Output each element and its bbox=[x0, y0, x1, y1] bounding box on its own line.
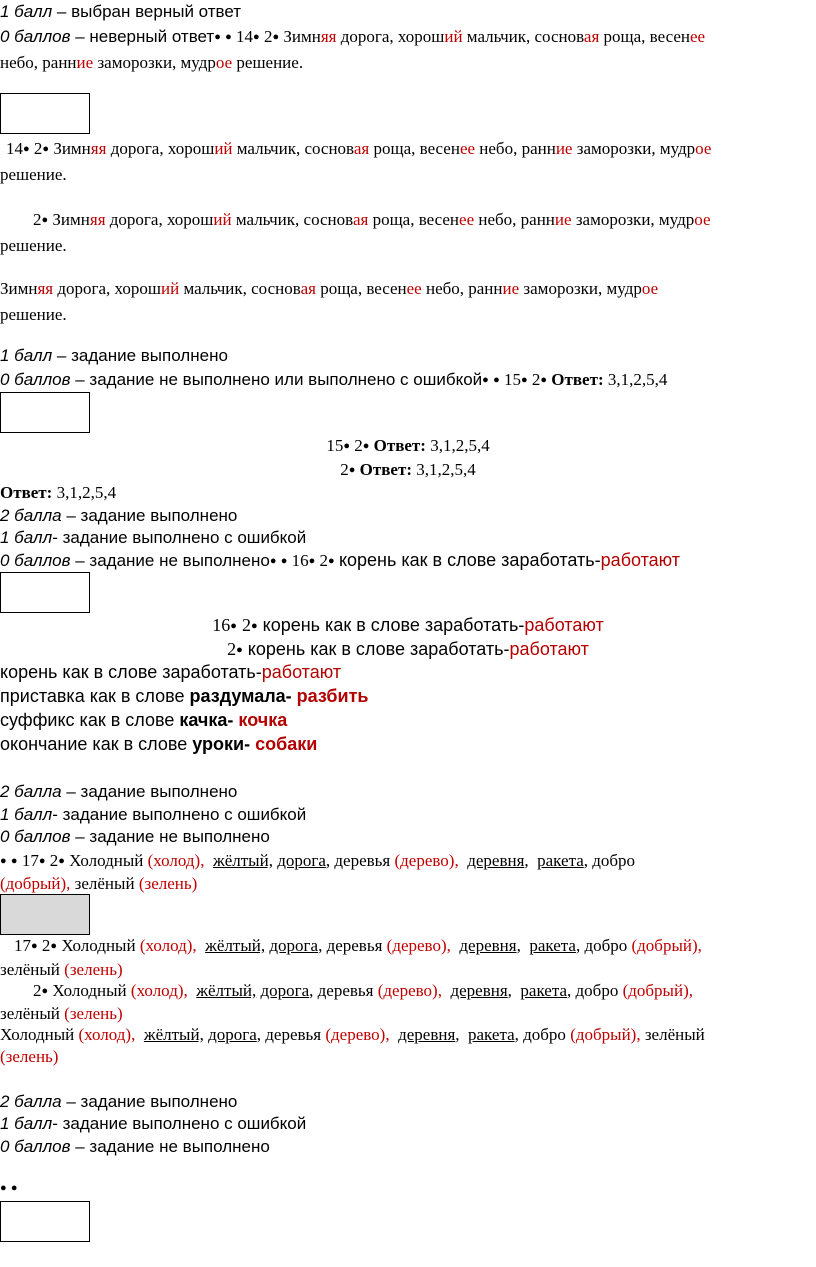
criteria-line bbox=[0, 2, 241, 22]
answer-box[interactable] bbox=[0, 392, 90, 433]
bullet-icon: ● bbox=[493, 374, 500, 386]
answer-line: 2● Холодный (холод), жёлтый, дорога, деревья (дерево), деревня, ракета, добро (добрый), bbox=[33, 981, 693, 1000]
answer-box[interactable] bbox=[0, 572, 90, 613]
criteria-line: 2 балла – задание выполнено bbox=[0, 506, 238, 525]
answer-line: решение. bbox=[0, 305, 67, 324]
answer-line: 15● 2● Ответ: 3,1,2,5,4 bbox=[326, 436, 490, 455]
bullet-line bbox=[0, 1178, 18, 1198]
bullet-icon: ● bbox=[520, 374, 528, 386]
criteria-line: 1 балл- задание выполнено с ошибкой bbox=[0, 805, 307, 824]
bullet-icon: ● bbox=[362, 440, 370, 452]
bullet-icon: ● bbox=[343, 440, 350, 452]
criteria-line: 2 балла – задание выполнено bbox=[0, 1092, 238, 1111]
bullet-icon: ● bbox=[214, 31, 221, 43]
answer-line: 17● 2● Холодный (холод), жёлтый, дорога, деревья (дерево), деревня, ракета, добро (добрый), bbox=[14, 936, 702, 955]
answer-line: зелёный (зелень) bbox=[0, 1004, 123, 1023]
criteria-line: 0 баллов – задание не выполнено bbox=[0, 1137, 270, 1156]
bullet-icon: ● bbox=[253, 31, 260, 43]
answer-line: (зелень) bbox=[0, 1047, 59, 1066]
bullet-icon: ● bbox=[236, 644, 243, 656]
answer-line: 2● Зимняя дорога, хороший мальчик, сосновая роща, весенее небо, ранние заморозки, мудрое bbox=[33, 210, 711, 229]
criteria-line: 0 баллов – неверный ответ● ● 14● 2● Зимняя дорога, хороший мальчик, сосновая роща, весенее bbox=[0, 27, 706, 46]
answer-line: Зимняя дорога, хороший мальчик, сосновая роща, весенее небо, ранние заморозки, мудрое bbox=[0, 279, 659, 298]
answer-line: (добрый), зелёный (зелень) bbox=[0, 874, 198, 893]
answer-line: решение. bbox=[0, 165, 67, 184]
answer-box[interactable] bbox=[0, 1201, 90, 1242]
task-variant: 2 bbox=[263, 27, 273, 46]
bullet-icon: ● bbox=[250, 620, 258, 632]
bullet-icon: ● bbox=[0, 1182, 7, 1194]
answer-line: решение. bbox=[0, 236, 67, 255]
bullet-icon: ● bbox=[272, 31, 280, 43]
bullet-icon: ● bbox=[41, 985, 49, 997]
bullet-icon: ● bbox=[328, 555, 335, 567]
bullet-icon: ● bbox=[280, 555, 288, 567]
answer-line: 14● 2● Зимняя дорога, хороший мальчик, сосновая роща, весенее небо, ранние заморозки, мудрое bbox=[6, 139, 712, 158]
criteria-line: 0 баллов – задание не выполнено bbox=[0, 827, 270, 846]
answer-line: зелёный (зелень) bbox=[0, 960, 123, 979]
morpheme-row: корень как в слове заработать-работают bbox=[0, 662, 342, 682]
bullet-icon: ● bbox=[0, 855, 7, 867]
answer-line: ● ● 17● 2● Холодный (холод), жёлтый, дорога, деревья (дерево), деревня, ракета, добро bbox=[0, 851, 636, 870]
morpheme-row: окончание как в слове уроки- собаки bbox=[0, 734, 318, 754]
answer-line: 16● 2● корень как в слове заработать-работают bbox=[212, 615, 604, 635]
bullet-icon: ● bbox=[269, 555, 277, 567]
bullet-icon: ● bbox=[348, 464, 356, 476]
bullet-icon: ● bbox=[58, 855, 65, 867]
answer-text: небо, ранние заморозки, мудрое решение. bbox=[0, 53, 304, 72]
answer-line: Ответ: 3,1,2,5,4 bbox=[0, 483, 117, 502]
bullet-icon: ● bbox=[230, 620, 237, 632]
score-label: 0 баллов bbox=[0, 27, 71, 46]
criteria-line: 2 балла – задание выполнено bbox=[0, 782, 238, 801]
criteria-text: – выбран верный ответ bbox=[52, 2, 242, 21]
bullet-icon: ● bbox=[42, 143, 50, 155]
bullet-icon: ● bbox=[50, 940, 58, 952]
criteria-line: 0 баллов – задание не выполнено● ● 16● 2● корень как в слове заработать-работают bbox=[0, 550, 681, 570]
bullet-icon: ● bbox=[10, 1182, 18, 1194]
morpheme-row: приставка как в слове раздумала- разбить bbox=[0, 686, 369, 706]
bullet-icon: ● bbox=[23, 143, 30, 155]
bullet-icon: ● bbox=[31, 940, 38, 952]
criteria-line: 1 балл – задание выполнено bbox=[0, 346, 228, 365]
morpheme-row: суффикс как в слове качка- кочка bbox=[0, 710, 288, 730]
bullet-icon: ● bbox=[41, 214, 49, 226]
answer-line: Холодный (холод), жёлтый, дорога, деревья (дерево), деревня, ракета, добро (добрый), зелёный bbox=[0, 1025, 705, 1044]
task-number: 14 bbox=[236, 27, 254, 46]
bullet-icon: ● bbox=[308, 555, 316, 567]
criteria-text: – неверный ответ bbox=[70, 27, 215, 46]
bullet-icon: ● bbox=[10, 855, 18, 867]
criteria-line: 1 балл- задание выполнено с ошибкой bbox=[0, 1114, 307, 1133]
answer-box[interactable] bbox=[0, 93, 90, 134]
bullet-icon: ● bbox=[38, 855, 46, 867]
score-label: 1 балл bbox=[0, 2, 53, 21]
answer-line: 2● Ответ: 3,1,2,5,4 bbox=[340, 460, 476, 479]
criteria-line: 1 балл- задание выполнено с ошибкой bbox=[0, 528, 307, 547]
answer-line: 2● корень как в слове заработать-работают bbox=[227, 639, 589, 659]
bullet-icon: ● bbox=[540, 374, 548, 386]
bullet-icon: ● bbox=[225, 31, 232, 43]
answer-box[interactable] bbox=[0, 894, 90, 935]
criteria-line: 0 баллов – задание не выполнено или выполнено с ошибкой● ● 15● 2● Ответ: 3,1,2,5,4 bbox=[0, 370, 668, 389]
bullet-icon: ● bbox=[482, 374, 489, 386]
